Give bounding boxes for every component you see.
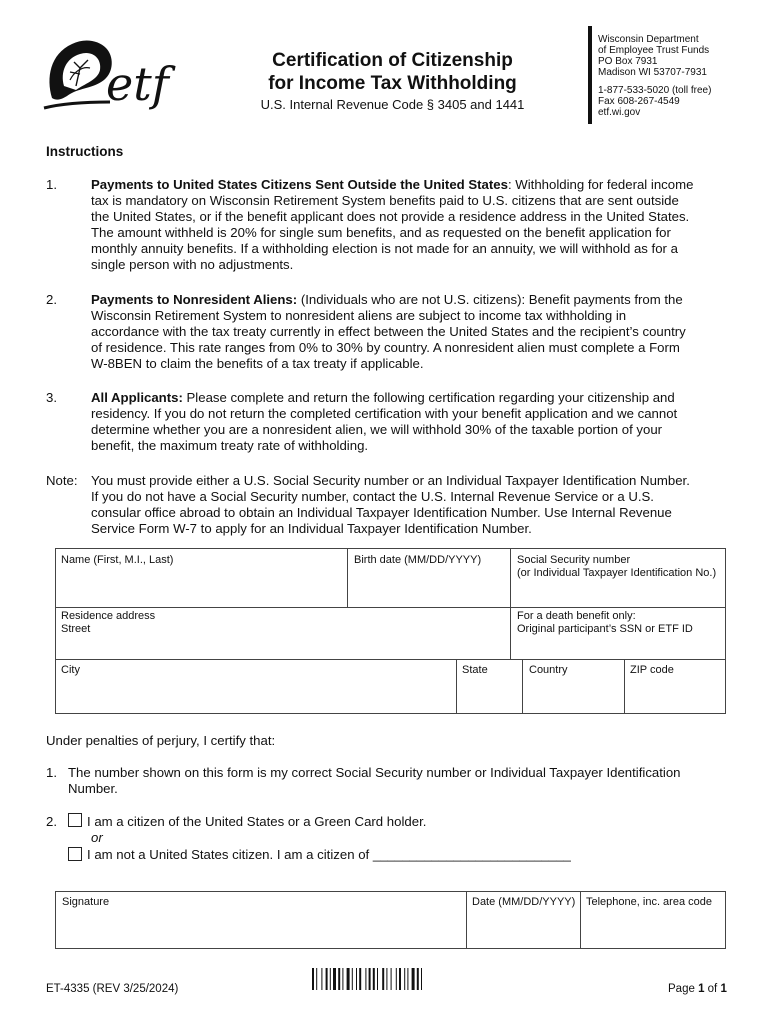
- barcode: [311, 968, 461, 1000]
- instruction-3-number: 3.: [46, 390, 57, 405]
- grid-divider: [466, 892, 467, 948]
- page-indicator: Page 1 of 1: [668, 983, 727, 995]
- barcode-bar: [330, 968, 331, 990]
- svg-text:etf: etf: [106, 57, 169, 111]
- instruction-1-heading: Payments to United States Citizens Sent Outside the United States: [91, 177, 508, 192]
- barcode-bar: [347, 968, 350, 990]
- grid-divider: [456, 659, 457, 713]
- applicant-info-form: [55, 548, 726, 714]
- signature-label: Signature: [62, 896, 110, 908]
- barcode-bar: [312, 968, 314, 990]
- instruction-2-heading: Payments to Nonresident Aliens:: [91, 292, 298, 307]
- barcode-icon: [311, 968, 461, 1000]
- citizen-checkbox[interactable]: [68, 813, 82, 827]
- instruction-1-number: 1.: [46, 177, 57, 192]
- state-label: State: [462, 664, 488, 676]
- instruction-2-text: Payments to Nonresident Aliens: (Individuals who are not U.S. citizens): Benefit payments from the Wisconsin Retirement System to nonresident aliens are subject to income tax withholding in accordance with the tax treaty currently in effect between the United States and the recipient’s country of residence. This rate ranges from 0% to 30% by country. A nonresident alien must complete a Form W-8BEN to claim the benefits of a tax treaty if applicable.: [91, 292, 686, 371]
- barcode-bar: [338, 968, 340, 990]
- barcode-bar: [356, 968, 357, 990]
- cert-item-1-text: The number shown on this form is my correct Social Security number or Individual Taxpayer Identification Number.: [68, 765, 681, 796]
- signature-date-label: Date (MM/DD/YYYY): [472, 896, 576, 908]
- city-field[interactable]: [61, 664, 80, 677]
- barcode-bar: [391, 968, 392, 990]
- barcode-bar: [396, 968, 397, 990]
- address-line2: of Employee Trust Funds: [598, 45, 710, 56]
- barcode-bar: [417, 968, 419, 990]
- barcode-bar: [321, 968, 322, 990]
- instructions-heading: Instructions: [46, 144, 124, 159]
- etf-logo: [40, 28, 190, 114]
- barcode-bar: [369, 968, 371, 990]
- instruction-1-text: Payments to United States Citizens Sent Outside the United States: Withholding for federal income tax is mandatory on Wisconsin Retirement System benefits paid to U.S. citizens that are sent outside the United States, or if the benefit applicant does not provide a residence address in the United States. The amount withheld is 20% for single sum benefits, and as requested on the benefit application for monthly annuity benefits. If a withholding election is not made for an annuity, we will withhold as for a single person with no adjustments.: [91, 177, 694, 272]
- barcode-bar: [316, 968, 317, 990]
- country-field[interactable]: [529, 664, 568, 677]
- state-field[interactable]: [462, 664, 488, 677]
- barcode-bar: [407, 968, 408, 990]
- ssn-label: Social Security number: [517, 554, 631, 566]
- address-web[interactable]: etf.wi.gov: [598, 107, 641, 118]
- zip-label: ZIP code: [630, 664, 674, 676]
- cert-item-2-number: 2.: [46, 814, 57, 829]
- grid-divider: [580, 892, 581, 948]
- address-phone: 1-877-533-5020 (toll free): [598, 85, 712, 96]
- page-total: 1: [720, 983, 727, 995]
- barcode-bar: [412, 968, 415, 990]
- page-number: 1: [698, 983, 705, 995]
- noncitizen-option-label[interactable]: I am not a United States citizen. I am a citizen of ___________________________: [87, 847, 571, 862]
- address-line4: Madison WI 53707-7931: [598, 67, 707, 78]
- zip-field[interactable]: [630, 664, 674, 677]
- form-id: ET-4335 (REV 3/25/2024): [46, 983, 179, 995]
- name-field[interactable]: [61, 554, 173, 567]
- barcode-bar: [382, 968, 384, 990]
- grid-divider: [347, 549, 348, 607]
- barcode-bar: [326, 968, 328, 990]
- signature-block: [55, 891, 726, 949]
- barcode-bar: [365, 968, 366, 990]
- address-line1: Wisconsin Department: [598, 34, 699, 45]
- participant-id-label: Original participant’s SSN or ETF ID: [517, 623, 693, 635]
- ssn-field[interactable]: [517, 554, 716, 580]
- barcode-bar: [386, 968, 387, 990]
- street-label: Street: [61, 623, 91, 635]
- birth-date-label: Birth date (MM/DD/YYYY): [354, 554, 482, 566]
- barcode-bar: [421, 968, 422, 990]
- note-label: Note:: [46, 473, 78, 488]
- barcode-bar: [342, 968, 343, 990]
- instruction-3-text: All Applicants: Please complete and return the following certification regarding your citizenship and residency. If you do not return the completed certification with your benefit application and we cannot determine whether you are a nonresident alien, we will withhold 30% of the taxable portion of your benefit, the maximum treaty rate of withholding.: [91, 390, 678, 453]
- residence-label: Residence address: [61, 610, 156, 622]
- barcode-bar: [352, 968, 353, 990]
- barcode-bar: [399, 968, 401, 990]
- certification-intro: Under penalties of perjury, I certify that:: [46, 733, 276, 748]
- ssn-label-sub: (or Individual Taxpayer Identification No.): [517, 567, 717, 579]
- barcode-bar: [333, 968, 336, 990]
- telephone-label: Telephone, inc. area code: [586, 896, 712, 908]
- note-text: You must provide either a U.S. Social Security number or an Individual Taxpayer Identification Number. If you do not have a Social Security number, contact the U.S. Internal Revenue Service or a U.S. consular office abroad to obtain an Individual Taxpayer Identification Number. Use Internal Revenue Service Form W-7 to apply for an Individual Taxpayer Identification Number.: [91, 473, 690, 536]
- tree-logo-icon: [40, 28, 190, 114]
- grid-divider: [56, 607, 725, 608]
- barcode-bar: [359, 968, 361, 990]
- barcode-bar: [377, 968, 378, 990]
- form-title-line1: Certification of Citizenship: [272, 50, 513, 71]
- or-label: or: [91, 830, 103, 845]
- grid-divider: [510, 549, 511, 659]
- birth-date-field[interactable]: [354, 554, 481, 567]
- header-divider: [588, 26, 592, 124]
- name-label: Name (First, M.I., Last): [61, 554, 174, 566]
- telephone-field[interactable]: [586, 896, 712, 909]
- country-label: Country: [529, 664, 568, 676]
- city-label: City: [61, 664, 80, 676]
- instruction-2-number: 2.: [46, 292, 57, 307]
- grid-divider: [624, 659, 625, 713]
- death-benefit-field[interactable]: [517, 610, 693, 636]
- citizen-option-label: I am a citizen of the United States or a Green Card holder.: [87, 814, 427, 829]
- residence-field[interactable]: [61, 610, 155, 636]
- form-subtitle: U.S. Internal Revenue Code § 3405 and 1441: [260, 97, 525, 112]
- address-line3: PO Box 7931: [598, 56, 658, 67]
- address-fax: Fax 608-267-4549: [598, 96, 680, 107]
- form-title-line2: for Income Tax Withholding: [268, 73, 517, 94]
- grid-divider: [522, 659, 523, 713]
- signature-field[interactable]: [62, 896, 109, 909]
- instruction-3-heading: All Applicants:: [91, 390, 183, 405]
- cert-item-1-number: 1.: [46, 765, 57, 780]
- barcode-bar: [404, 968, 405, 990]
- noncitizen-checkbox[interactable]: [68, 847, 82, 861]
- barcode-bar: [373, 968, 375, 990]
- death-benefit-label: For a death benefit only:: [517, 610, 636, 622]
- signature-date-field[interactable]: [472, 896, 575, 909]
